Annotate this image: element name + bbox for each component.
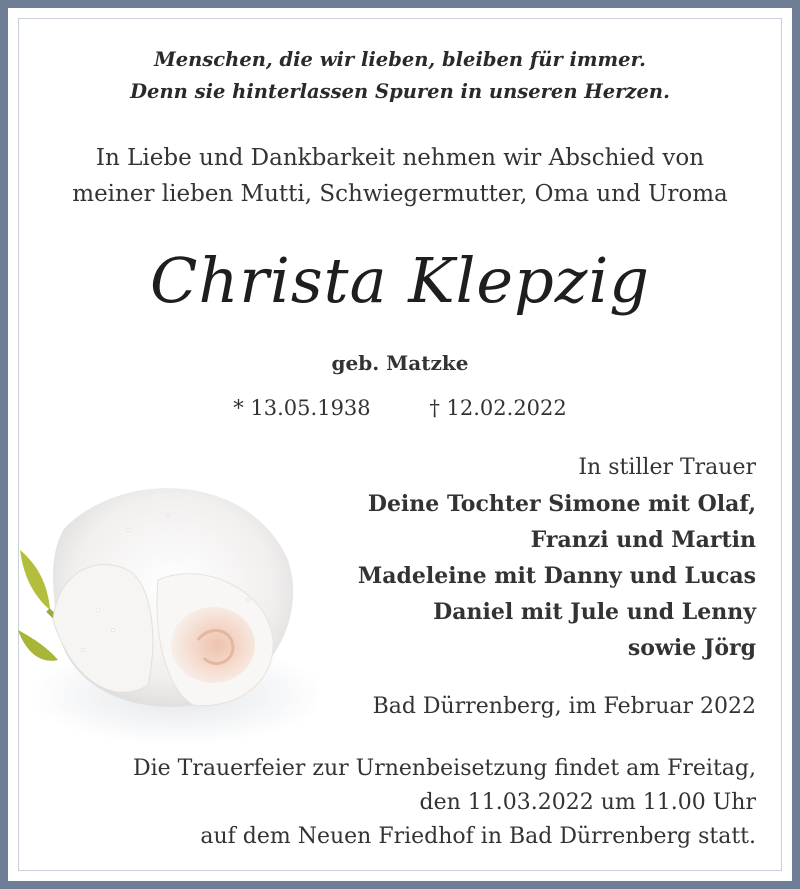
dew-drop (81, 648, 84, 651)
mourners-lead: In stiller Trauer (578, 455, 756, 480)
intro-text (0, 140, 800, 212)
deceased-name: Christa Klepzig (150, 244, 650, 317)
motto-line-2: Denn sie hinterlassen Spuren in unseren Herzen. (130, 80, 670, 103)
dew-drop (126, 528, 130, 532)
service-line-2: den 11.03.2022 um 11.00 Uhr (419, 790, 756, 815)
mourner-line: sowie Jörg (627, 635, 756, 661)
leaf-2 (18, 630, 58, 661)
intro-line-2: meiner lieben Mutti, Schwiegermutter, Oma und Uroma (72, 181, 728, 207)
mourner-line: Franzi und Martin (530, 527, 756, 553)
mourner-line: Daniel mit Jule und Lenny (433, 599, 756, 625)
intro-line-1: In Liebe und Dankbarkeit nehmen wir Abschied von (95, 145, 705, 171)
motto (0, 44, 800, 108)
dew-drop (246, 598, 249, 601)
birth-date: * 13.05.1938 (233, 396, 371, 420)
dew-drop (167, 514, 170, 517)
dew-drop (96, 608, 100, 612)
mourners-block (296, 450, 756, 666)
birth-name: geb. Matzke (331, 351, 469, 375)
dew-drop (111, 628, 114, 631)
rose-center (171, 607, 255, 683)
motto-line-1: Menschen, die wir lieben, bleiben für immer. (154, 48, 646, 71)
service-info (36, 752, 756, 854)
place-date: Bad Dürrenberg, im Februar 2022 (372, 694, 756, 719)
service-line-1: Die Trauerfeier zur Urnenbeisetzung findet am Freitag, (132, 756, 756, 781)
leaf-1 (20, 550, 50, 610)
death-date: † 12.02.2022 (429, 396, 567, 420)
life-dates (0, 392, 800, 424)
service-line-3: auf dem Neuen Friedhof in Bad Dürrenberg statt. (200, 824, 756, 849)
mourner-line: Deine Tochter Simone mit Olaf, (367, 491, 756, 517)
mourner-line: Madeleine mit Danny und Lucas (357, 563, 756, 589)
